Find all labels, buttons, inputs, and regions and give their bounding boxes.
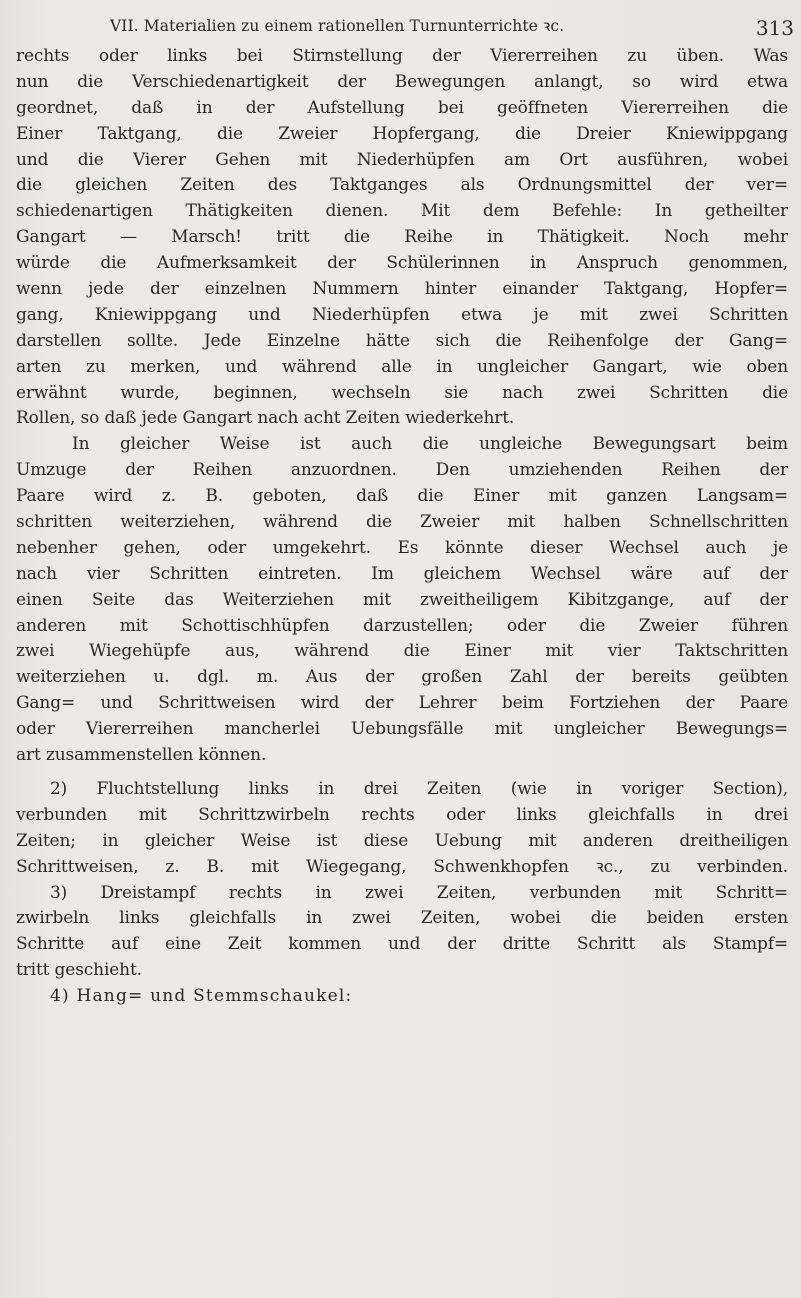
- text-line: nebenher gehen, oder umgekehrt. Es könnte dieser Wechsel auch je: [16, 537, 788, 558]
- text-line: würde die Aufmerksamkeit der Schülerinnen in Anspruch genommen,: [16, 253, 788, 274]
- text-line: erwähnt wurde, beginnen, wechseln sie nach zwei Schritten die: [16, 382, 788, 403]
- chapter-title: VII. Materialien zu einem rationellen Turnunterrichte ꝛc.: [110, 17, 565, 35]
- text-line: einen Seite das Weiterziehen mit zweitheiligem Kibitzgange, auf der: [16, 589, 788, 610]
- text-line: In gleicher Weise ist auch die ungleiche Bewegungsart beim: [72, 434, 788, 455]
- text-line: nach vier Schritten eintreten. Im gleichem Wechsel wäre auf der: [16, 563, 788, 584]
- text-line: 3) Dreistampf rechts in zwei Zeiten, verbunden mit Schritt=: [50, 882, 788, 903]
- section-heading: 4) Hang= und Stemmschaukel:: [50, 986, 353, 1007]
- text-line: schiedenartigen Thätigkeiten dienen. Mit dem Befehle: In getheilter: [16, 201, 788, 222]
- text-line: Gangart — Marsch! tritt die Reihe in Thätigkeit. Noch mehr: [16, 227, 788, 248]
- text-line: weiterziehen u. dgl. m. Aus der großen Zahl der bereits geübten: [16, 667, 788, 688]
- text-line: darstellen sollte. Jede Einzelne hätte sich die Reihenfolge der Gang=: [16, 330, 788, 351]
- paragraph-gap: [16, 769, 788, 777]
- text-line: geordnet, daß in der Aufstellung bei geöffneten Viererreihen die: [16, 97, 788, 118]
- text-line: Einer Taktgang, die Zweier Hopfergang, die Dreier Kniewippgang: [16, 123, 788, 144]
- text-line: rechts oder links bei Stirnstellung der Viererreihen zu üben. Was: [16, 46, 788, 66]
- page-number: 313: [755, 16, 794, 40]
- text-line: gang, Kniewippgang und Niederhüpfen etwa je mit zwei Schritten: [16, 304, 788, 325]
- text-line: die gleichen Zeiten des Taktganges als Ordnungsmittel der ver=: [16, 175, 788, 196]
- running-header: [110, 10, 800, 42]
- body-text: [16, 44, 788, 1010]
- text-line: Schrittweisen, z. B. mit Wiegegang, Schwenkhopfen ꝛc., zu verbinden.: [16, 856, 788, 877]
- text-line: Rollen, so daß jede Gangart nach acht Zeiten wiederkehrt.: [16, 408, 515, 429]
- text-line: Paare wird z. B. geboten, daß die Einer mit ganzen Langsam=: [16, 486, 788, 507]
- text-line: nun die Verschiedenartigkeit der Bewegungen anlangt, so wird etwa: [16, 71, 788, 92]
- text-line: oder Viererreihen mancherlei Uebungsfälle mit ungleicher Bewegungs=: [16, 719, 788, 740]
- text-line: 2) Fluchtstellung links in drei Zeiten (wie in voriger Section),: [50, 778, 788, 799]
- text-line: zwirbeln links gleichfalls in zwei Zeiten, wobei die beiden ersten: [16, 908, 788, 929]
- text-line: Umzuge der Reihen anzuordnen. Den umziehenden Reihen der: [16, 460, 788, 481]
- text-line: wenn jede der einzelnen Nummern hinter einander Taktgang, Hopfer=: [16, 279, 788, 300]
- text-line: Schritte auf eine Zeit kommen und der dritte Schritt als Stampf=: [16, 934, 788, 955]
- text-line: und die Vierer Gehen mit Niederhüpfen am Ort ausführen, wobei: [16, 149, 788, 170]
- text-line: Gang= und Schrittweisen wird der Lehrer beim Fortziehen der Paare: [16, 693, 788, 714]
- text-line: tritt geschieht.: [16, 960, 142, 981]
- text-line: anderen mit Schottischhüpfen darzustellen; oder die Zweier führen: [16, 615, 788, 636]
- text-line: schritten weiterziehen, während die Zweier mit halben Schnellschritten: [16, 512, 788, 533]
- text-line: zwei Wiegehüpfe aus, während die Einer mit vier Taktschritten: [16, 641, 788, 662]
- text-line: art zusammenstellen können.: [16, 745, 267, 766]
- text-line: Zeiten; in gleicher Weise ist diese Uebung mit anderen dreitheiligen: [16, 830, 788, 851]
- text-line: arten zu merken, und während alle in ungleicher Gangart, wie oben: [16, 356, 788, 377]
- text-line: verbunden mit Schrittzwirbeln rechts oder links gleichfalls in drei: [16, 804, 788, 825]
